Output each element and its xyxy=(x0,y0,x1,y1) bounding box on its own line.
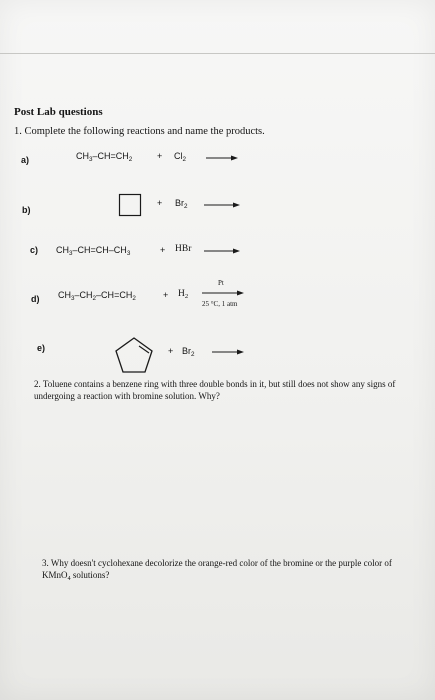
question-1-prompt: 1. Complete the following reactions and name the products. xyxy=(14,126,265,137)
reaction-d-reactant: $CH_3-CH_2-CH=CH_2$ xyxy=(58,290,136,302)
reaction-a-arrow xyxy=(206,154,238,162)
reaction-d-conditions: 25 °C, 1 atm xyxy=(202,300,238,308)
cyclopentene-structure xyxy=(114,336,154,374)
question-3-prompt: 3. Why doesn't cyclohexane decolorize the orange-red color of the bromine or the purple color of KMnO$_4$ solutions? xyxy=(42,558,392,582)
reaction-d-catalyst: Pt xyxy=(218,279,224,287)
reaction-c-reagent: HBr xyxy=(175,244,192,254)
reaction-d-plus: + xyxy=(163,290,169,300)
reaction-e-arrow xyxy=(212,348,244,356)
reaction-c-plus: + xyxy=(160,245,166,255)
reaction-e-reagent: $Br_2$ xyxy=(182,346,195,358)
reaction-a-label: a) xyxy=(21,155,30,165)
reaction-b-label: b) xyxy=(22,205,31,215)
reaction-b-arrow xyxy=(204,201,240,209)
reaction-a-reactant: $CH_3-CH=CH_2$ xyxy=(76,151,133,163)
reaction-a-reagent: $Cl_2$ xyxy=(174,151,187,163)
page-title: Post Lab questions xyxy=(14,106,103,118)
reaction-c-label: c) xyxy=(30,245,39,255)
reaction-e-label: e) xyxy=(37,343,46,353)
reaction-a-plus: + xyxy=(157,151,163,161)
reaction-d-reagent: $H_2$ xyxy=(178,289,189,300)
reaction-b-reagent: $Br_2$ xyxy=(175,198,188,210)
reaction-e-plus: + xyxy=(168,346,174,356)
page-top-rule xyxy=(0,53,435,54)
reaction-c-arrow xyxy=(204,247,240,255)
reaction-b-plus: + xyxy=(157,198,163,208)
reaction-c-reactant: $CH_3-CH=CH-CH_3$ xyxy=(56,245,131,257)
question-2-prompt: 2. Toluene contains a benzene ring with three double bonds in it, but still does not show any signs of undergoing a reaction with bromine solution. Why? xyxy=(34,379,396,401)
reaction-d-label: d) xyxy=(31,294,40,304)
cyclobutane-structure xyxy=(118,193,142,217)
reaction-d-arrow xyxy=(202,289,244,297)
